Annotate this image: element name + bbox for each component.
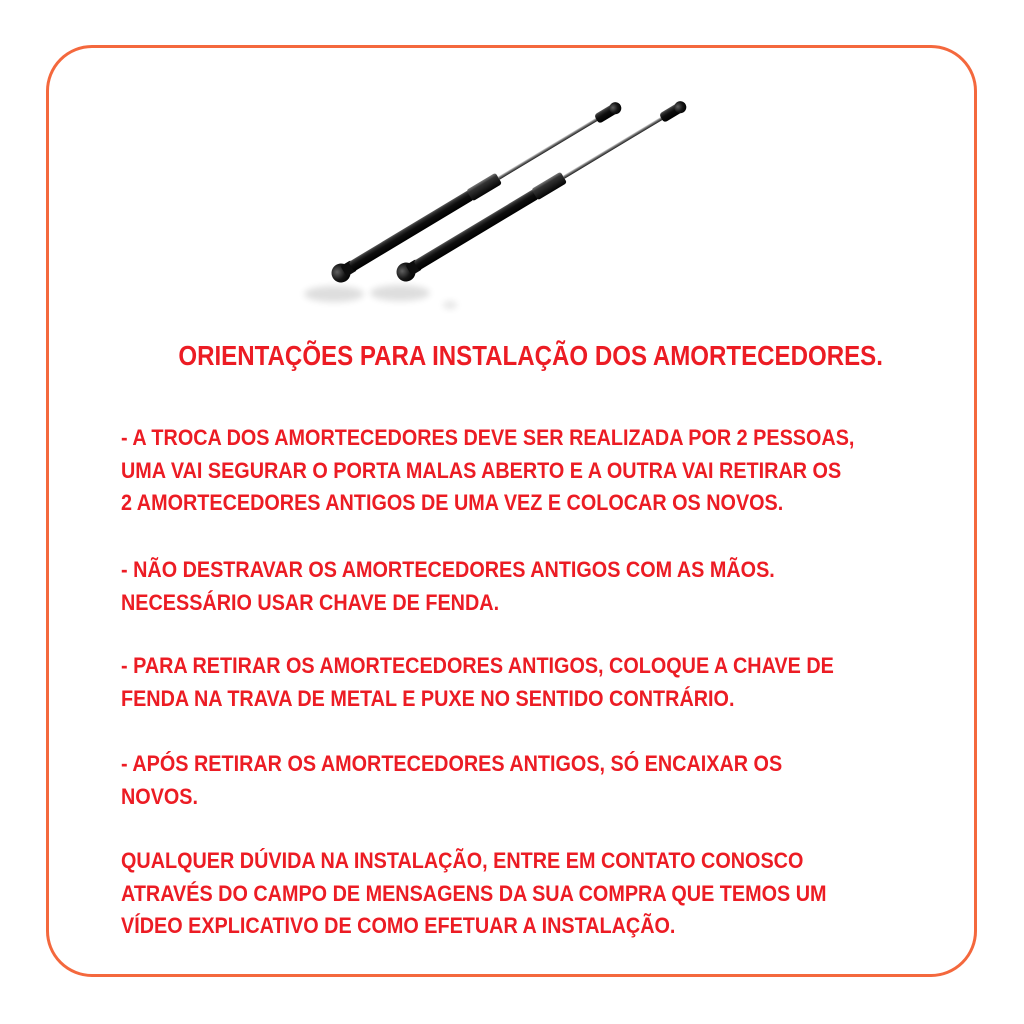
piston-rod bbox=[498, 117, 599, 180]
gas-struts-photo bbox=[298, 68, 748, 328]
instruction-line: QUALQUER DÚVIDA NA INSTALAÇÃO, ENTRE EM CONTATO CONOSCO bbox=[121, 848, 804, 873]
instruction-line: FENDA NA TRAVA DE METAL E PUXE NO SENTIDO CONTRÁRIO. bbox=[121, 685, 735, 711]
instruction-paragraph-4 bbox=[121, 748, 954, 813]
instruction-line: VÍDEO EXPLICATIVO DE COMO EFETUAR A INSTALAÇÃO. bbox=[121, 913, 676, 938]
instruction-paragraph-1 bbox=[121, 422, 954, 520]
pressure-tube bbox=[348, 190, 474, 272]
instruction-line: - APÓS RETIRAR OS AMORTECEDORES ANTIGOS, SÓ ENCAIXAR OS bbox=[121, 751, 783, 776]
strut-shadows bbox=[304, 285, 457, 309]
gas-strut-left bbox=[328, 97, 625, 286]
instruction-paragraph-2 bbox=[121, 554, 954, 619]
instruction-paragraph-5 bbox=[121, 845, 954, 943]
tube-collar bbox=[466, 173, 502, 202]
instruction-line: - NÃO DESTRAVAR OS AMORTECEDORES ANTIGOS COM AS MÃOS. bbox=[121, 557, 775, 582]
pressure-tube bbox=[413, 189, 539, 271]
instructions-title-text: ORIENTAÇÕES PARA INSTALAÇÃO DOS AMORTECEDORES. bbox=[178, 340, 883, 371]
instruction-line: - PARA RETIRAR OS AMORTECEDORES ANTIGOS, COLOQUE A CHAVE DE bbox=[121, 653, 834, 678]
instructions-title bbox=[121, 340, 902, 372]
instruction-line: NOVOS. bbox=[121, 783, 199, 809]
instruction-line: ATRAVÉS DO CAMPO DE MENSAGENS DA SUA COMPRA QUE TEMOS UM bbox=[121, 880, 827, 906]
instruction-paragraph-3 bbox=[121, 650, 954, 715]
instruction-line: NECESSÁRIO USAR CHAVE DE FENDA. bbox=[121, 589, 500, 615]
instruction-card bbox=[46, 45, 977, 977]
instruction-line: - A TROCA DOS AMORTECEDORES DEVE SER REALIZADA POR 2 PESSOAS, bbox=[121, 425, 855, 450]
instruction-line: 2 AMORTECEDORES ANTIGOS DE UMA VEZ E COLOCAR OS NOVOS. bbox=[121, 490, 784, 515]
piston-rod bbox=[563, 116, 664, 179]
gas-strut-right bbox=[393, 96, 690, 285]
tube-collar bbox=[531, 172, 567, 201]
instruction-line: UMA VAI SEGURAR O PORTA MALAS ABERTO E A OUTRA VAI RETIRAR OS bbox=[121, 457, 842, 483]
